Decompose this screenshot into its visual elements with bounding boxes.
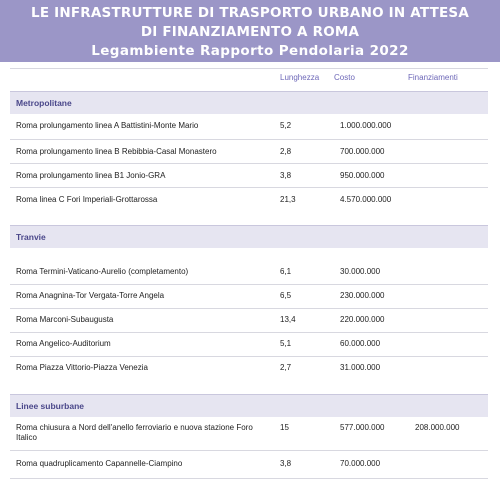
section-title: Linee suburbane	[16, 401, 85, 411]
row-cost: 220.000.000	[340, 315, 385, 324]
column-header-finanziamenti: Finanziamenti	[408, 73, 458, 82]
table-row	[10, 262, 488, 286]
table-row	[10, 285, 488, 309]
row-name: Roma quadruplicamento Capannelle-Ciampino	[16, 459, 183, 468]
row-length: 3,8	[280, 171, 292, 180]
row-name: Roma Piazza Vittorio-Piazza Venezia	[16, 363, 148, 372]
section-header-tranvie	[10, 225, 488, 248]
row-cost: 1.000.000.000	[340, 121, 392, 130]
header-top-divider	[10, 68, 488, 69]
row-length: 2,7	[280, 363, 292, 372]
row-length: 6,5	[280, 291, 292, 300]
row-length: 13,4	[280, 315, 296, 324]
table-row	[10, 333, 488, 357]
table-row	[10, 164, 488, 188]
row-cost: 31.000.000	[340, 363, 381, 372]
row-cost: 950.000.000	[340, 171, 385, 180]
section-title: Metropolitane	[16, 98, 72, 108]
row-length: 2,8	[280, 147, 292, 156]
table-row	[10, 140, 488, 164]
table-row	[10, 309, 488, 333]
column-header-lunghezza: Lunghezza	[280, 73, 320, 82]
banner-title-line-1: LE INFRASTRUTTURE DI TRASPORTO URBANO IN ATTESA	[31, 5, 469, 21]
row-cost: 4.570.000.000	[340, 195, 392, 204]
table-row	[10, 418, 488, 448]
column-header-costo: Costo	[334, 73, 355, 82]
row-cost: 30.000.000	[340, 267, 381, 276]
row-name: Roma Termini-Vaticano-Aurelio (completamento)	[16, 267, 189, 276]
row-name: Roma chiusura a Nord dell'anello ferroviario e nuova stazione Foro Italico	[16, 423, 253, 442]
title-banner	[0, 0, 500, 62]
row-length: 3,8	[280, 459, 292, 468]
row-cost: 230.000.000	[340, 291, 385, 300]
table-row	[10, 113, 488, 137]
row-length: 5,1	[280, 339, 292, 348]
section-header-linee-suburbane	[10, 394, 488, 417]
row-length: 15	[280, 423, 289, 432]
row-cost: 700.000.000	[340, 147, 385, 156]
banner-title-line-2: DI FINANZIAMENTO A ROMA	[140, 24, 360, 40]
banner-subtitle: Legambiente Rapporto Pendolaria 2022	[91, 43, 409, 59]
table-row	[10, 188, 488, 212]
row-cost: 577.000.000	[340, 423, 385, 432]
row-cost: 70.000.000	[340, 459, 381, 468]
row-name: Roma Anagnina-Tor Vergata-Torre Angela	[16, 291, 165, 300]
row-name: Roma prolungamento linea A Battistini-Monte Mario	[16, 121, 199, 130]
table-row	[10, 357, 488, 381]
section-header-metropolitane	[10, 91, 488, 114]
row-name: Roma Angelico-Auditorium	[16, 339, 111, 348]
row-name: Roma Marconi-Subaugusta	[16, 315, 114, 324]
row-cost: 60.000.000	[340, 339, 381, 348]
row-name: Roma prolungamento linea B Rebibbia-Casal Monastero	[16, 147, 217, 156]
row-name: Roma prolungamento linea B1 Jonio-GRA	[16, 171, 166, 180]
row-length: 5,2	[280, 121, 292, 130]
row-divider	[10, 450, 488, 451]
row-length: 6,1	[280, 267, 292, 276]
row-funding: 208.000.000	[415, 423, 460, 432]
row-divider	[10, 478, 488, 479]
section-title: Tranvie	[16, 232, 46, 242]
table-row	[10, 452, 488, 476]
row-name: Roma linea C Fori Imperiali-Grottarossa	[16, 195, 158, 204]
row-length: 21,3	[280, 195, 296, 204]
